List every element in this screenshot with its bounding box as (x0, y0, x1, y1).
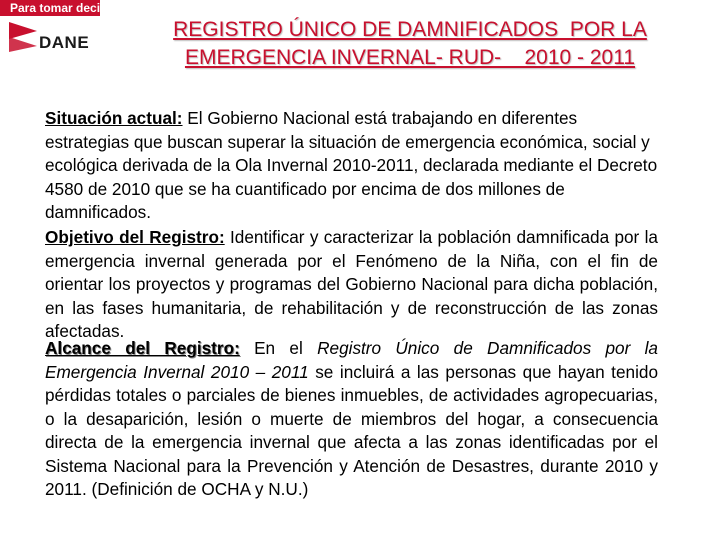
situacion-text: El Gobierno Nacional está trabajando en diferentes estrategias que buscan superar la situación de emergencia económica, social y ecológica derivada de la Ola Invernal 2010-2011, declarada mediante el Decreto 4580 de 2010 que se ha cuantificado por encima de dos millones de damnificados. (45, 108, 658, 222)
objetivo-label: Objetivo del Registro: (45, 227, 225, 247)
title-line-1: REGISTRO ÚNICO DE DAMNIFICADOS POR LA (173, 18, 647, 41)
logo-tagline: Para tomar decisiones (0, 0, 100, 16)
alcance-text-italic: Registro Único de Damnificados por la Emergencia Invernal 2010 – 2011 (45, 338, 658, 382)
logo-name: DANE (39, 33, 90, 52)
page-title (100, 16, 720, 72)
alcance-text-pre: En el (239, 338, 318, 358)
title-line-2: EMERGENCIA INVERNAL- RUD- 2010 - 2011 (184, 46, 636, 69)
situacion-label: Situación actual: (45, 108, 183, 128)
dane-logo-mark-icon (9, 22, 37, 52)
alcance-text-post: se incluirá a las personas que hayan tenido pérdidas totales o parciales de bienes inmuebles, de actividades agropecuarias, o la desaparición, lesión o muerte de miembros del hogar, a consecuencia directa de la emergencia invernal que afecta a las zonas identificadas por el Sistema Nacional para la Prevención y Atención de Desastres, durante 2010 y 2011. (Definición de OCHA y N.U.) (45, 361, 658, 499)
objetivo-text: Identificar y caracterizar la población damnificada por la emergencia invernal generada por el Fenómeno de la Niña, con el fin de orientar los proyectos y programas del Gobierno Nacional para dicha población, en las fases humanitaria, de rehabilitación y de reconstrucción de las zonas afectadas. (45, 227, 658, 341)
alcance-paragraph (45, 337, 658, 502)
dane-logo (0, 0, 139, 60)
objetivo-paragraph (45, 226, 658, 344)
alcance-label: Alcance del Registro: (45, 338, 240, 358)
situacion-paragraph (45, 107, 658, 225)
